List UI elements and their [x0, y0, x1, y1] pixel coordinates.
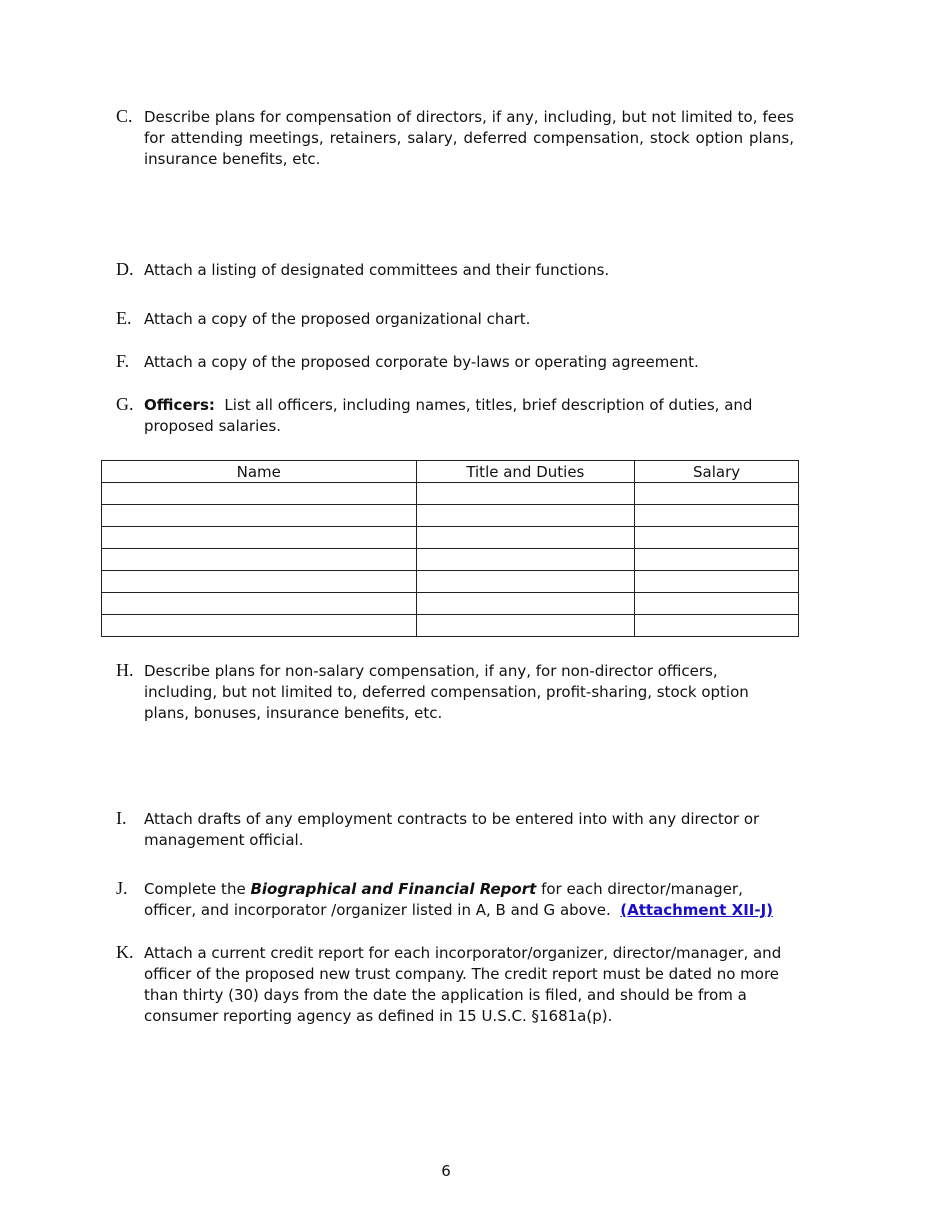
header-name: Name: [102, 461, 417, 483]
salary-cell[interactable]: [635, 527, 799, 549]
title-duties-cell[interactable]: [416, 505, 635, 527]
officers-label: Officers:: [144, 396, 215, 414]
item-text: Attach a listing of designated committees and their functions.: [144, 261, 610, 279]
salary-cell[interactable]: [635, 593, 799, 615]
item-letter: C.: [116, 106, 133, 126]
report-title: Biographical and Financial Report: [250, 880, 537, 898]
header-title-duties: Title and Duties: [416, 461, 635, 483]
name-cell[interactable]: [102, 505, 417, 527]
table-row: [102, 615, 799, 637]
salary-cell[interactable]: [635, 483, 799, 505]
item-text: Describe plans for non-salary compensation, if any, for non-director officers, including, but not limited to, deferred compensation, profit-sharing, stock option plans, bonuses, insurance benefits, etc.: [144, 662, 749, 722]
item-letter: J.: [116, 878, 128, 898]
name-cell[interactable]: [102, 527, 417, 549]
title-duties-cell[interactable]: [416, 527, 635, 549]
name-cell[interactable]: [102, 483, 417, 505]
item-g: [116, 395, 794, 437]
table-row: [102, 483, 799, 505]
item-letter: D.: [116, 259, 134, 279]
name-cell[interactable]: [102, 615, 417, 637]
item-f: [116, 352, 794, 373]
name-cell[interactable]: [102, 571, 417, 593]
salary-cell[interactable]: [635, 505, 799, 527]
salary-cell[interactable]: [635, 571, 799, 593]
title-duties-cell[interactable]: [416, 593, 635, 615]
item-e: [116, 309, 794, 330]
item-j-pre: Complete the: [144, 880, 246, 898]
item-text: Attach a current credit report for each incorporator/organizer, director/manager, and officer of the proposed new trust company. The credit report must be dated no more than thirty (30) days from the date the application is filed, and should be from a consumer reporting agency as defined in 15 U.S.C. §1681a(p).: [144, 944, 782, 1025]
item-letter: F.: [116, 351, 130, 371]
officers-instructions: List all officers, including names, titles, brief description of duties, and proposed salaries.: [144, 396, 753, 435]
salary-cell[interactable]: [635, 549, 799, 571]
header-salary: Salary: [635, 461, 799, 483]
item-text: [144, 879, 794, 921]
item-text: Attach drafts of any employment contracts to be entered into with any director or management official.: [144, 810, 760, 849]
item-letter: G.: [116, 394, 134, 414]
table-row: [102, 505, 799, 527]
item-c: [116, 107, 794, 170]
table-row: [102, 571, 799, 593]
title-duties-cell[interactable]: [416, 571, 635, 593]
attachment-link[interactable]: (Attachment XII-J): [620, 901, 774, 919]
name-cell[interactable]: [102, 593, 417, 615]
table-row: [102, 527, 799, 549]
table-header-row: [102, 461, 799, 483]
title-duties-cell[interactable]: [416, 483, 635, 505]
name-cell[interactable]: [102, 549, 417, 571]
item-text: Attach a copy of the proposed corporate by-laws or operating agreement.: [144, 353, 699, 371]
item-j: [116, 879, 794, 921]
item-letter: E.: [116, 308, 132, 328]
item-h: [116, 661, 794, 724]
title-duties-cell[interactable]: [416, 549, 635, 571]
table-row: [102, 593, 799, 615]
page-number: 6: [441, 1162, 451, 1180]
salary-cell[interactable]: [635, 615, 799, 637]
item-text: Attach a copy of the proposed organizational chart.: [144, 310, 531, 328]
item-letter: I.: [116, 808, 127, 828]
table-row: [102, 549, 799, 571]
item-d: [116, 260, 794, 281]
item-text: [144, 395, 794, 437]
item-text: Describe plans for compensation of directors, if any, including, but not limited to, fees for attending meetings, retainers, salary, deferred compensation, stock option plans, insurance benefits, etc.: [144, 108, 794, 168]
item-i: [116, 809, 794, 851]
officers-table: [101, 460, 799, 637]
item-j-post: for each director/manager, officer, and incorporator /organizer listed in A, B and G above.: [144, 880, 743, 919]
title-duties-cell[interactable]: [416, 615, 635, 637]
item-letter: H.: [116, 660, 134, 680]
item-letter: K.: [116, 942, 134, 962]
item-k: [116, 943, 794, 1027]
